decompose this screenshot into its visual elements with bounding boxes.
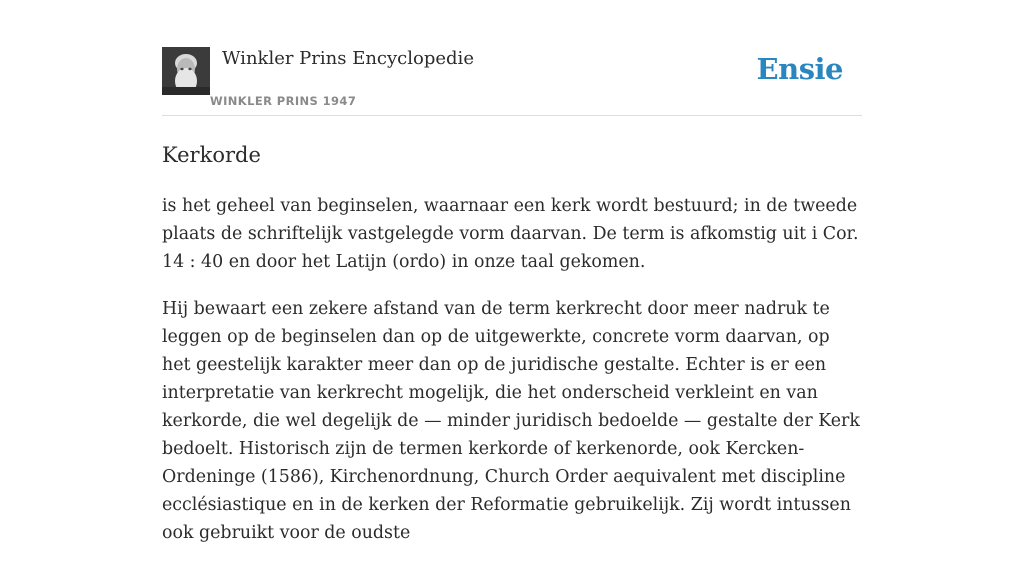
source-title[interactable]: Winkler Prins Encyclopedie	[222, 48, 474, 69]
portrait-image	[162, 47, 210, 95]
article-page	[162, 0, 862, 543]
page-title: Kerkorde	[162, 143, 261, 167]
source-header	[162, 0, 862, 116]
brand-logo[interactable]: Ensie	[756, 52, 843, 86]
author-avatar[interactable]	[162, 47, 210, 95]
source-edition[interactable]: WINKLER PRINS 1947	[210, 94, 357, 108]
article-body	[162, 192, 862, 566]
article-paragraph: is het geheel van beginselen, waarnaar een kerk wordt bestuurd; in de tweede plaats de schriftelijk vastgelegde vorm daarvan. De term is afkomstig uit i Cor. 14 : 40 en door het Latijn (ordo) in onze taal gekomen.	[162, 196, 859, 272]
article-paragraph: Hij bewaart een zekere afstand van de term kerkrecht door meer nadruk te leggen op de beginselen dan op de uitgewerkte, concrete vorm daarvan, op het geestelijk karakter meer dan op de juridische gestalte. Echter is er een interpretatie van kerkrecht mogelijk, die het onderscheid verkleint en van kerkorde, die wel degelijk de — minder juridisch bedoelde — gestalte der Kerk bedoelt. Historisch zijn de termen kerkorde of kerkenorde, ook Kercken-Ordeninge (1586), Kirchenordnung, Church Order aequivalent met discipline ecclésiastique en in de kerken der Reformatie gebruikelijk. Zij wordt intussen ook gebruikt voor de oudste	[162, 299, 860, 543]
